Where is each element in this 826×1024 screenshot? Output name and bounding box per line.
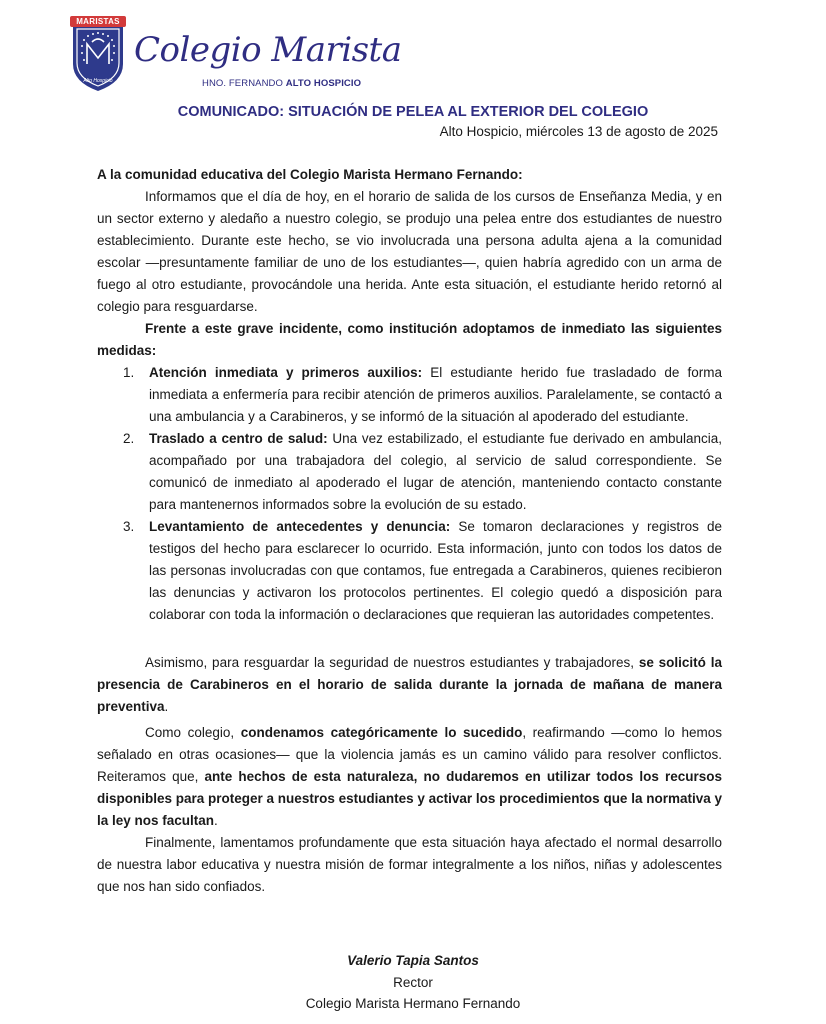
list-item-lead: Levantamiento de antecedentes y denuncia: [149, 519, 451, 534]
list-item-number: 3. [123, 519, 135, 534]
list-item [97, 362, 722, 428]
signatory-institution: Colegio Marista Hermano Fernando [305, 996, 521, 1011]
list-item-lead: Traslado a centro de salud: [149, 431, 328, 446]
list-item [97, 428, 722, 516]
signatory-role: Rector [393, 974, 433, 990]
crest-motto: Alto Hospicio [83, 78, 113, 84]
security-text-a: Asimismo, para resguardar la seguridad de nuestros estudiantes y trabajadores, [145, 655, 639, 670]
condemn-text-bold-2: ante hechos de esta naturaleza, no dudaremos en utilizar todos los recursos disponibles para proteger a nuestros estudiantes y activar los procedimientos que la normativa y la ley nos facultan [97, 769, 722, 828]
condemn-text-a: Como colegio, [145, 725, 241, 740]
crest-banner-text: MARISTAS [76, 17, 120, 26]
paragraph-security [97, 652, 722, 718]
brand-sub-bold: ALTO HOSPICIO [285, 78, 362, 89]
list-item-lead: Atención inmediata y primeros auxilios: [149, 365, 423, 380]
blank-line [97, 626, 722, 648]
document-body [97, 164, 722, 898]
brand-name: Colegio Marista [134, 30, 402, 70]
condemn-text-e: . [214, 813, 218, 828]
list-item-number: 2. [123, 431, 135, 446]
brand-subtitle [202, 78, 361, 89]
security-text-c: . [164, 699, 169, 714]
greeting: A la comunidad educativa del Colegio Marista Hermano Fernando: [97, 167, 523, 182]
paragraph-condemn [97, 722, 722, 832]
paragraph-final: Finalmente, lamentamos profundamente que esta situación haya afectado el normal desarrollo de nuestra labor educativa y nuestra misión de formar integralmente a los niños, niñas y adolescentes que nos han sido confiados. [97, 835, 722, 894]
list-item [97, 516, 722, 626]
condemn-text-bold: condenamos categóricamente lo sucedido [240, 725, 523, 740]
list-item-text: El estudiante herido fue trasladado de forma inmediata a enfermería para recibir atención de primeros auxilios. Paralelamente, se contactó a una ambulancia y a Carabineros, y se informó de la situación al apoderado del estudiante. [149, 365, 722, 424]
measures-intro: Frente a este grave incidente, como institución adoptamos de inmediato las siguientes medidas: [97, 321, 722, 358]
paragraph-incident: Informamos que el día de hoy, en el horario de salida de los cursos de Enseñanza Media, y en un sector externo y aledaño a nuestro colegio, se produjo una pelea entre dos estudiantes de nuestro establecimiento. Durante este hecho, se vio involucrada una persona adulta ajena a la comunidad escolar —presuntamente familiar de uno de los estudiantes—, quien habría agredido con un arma de fuego al otro estudiante, provocándole una herida. Ante esta situación, el estudiante herido retornó al colegio para resguardarse. [97, 189, 722, 314]
document-date: Alto Hospicio, miércoles 13 de agosto de 2025 [439, 124, 718, 139]
document-title: COMUNICADO: SITUACIÓN DE PELEA AL EXTERIOR DEL COLEGIO [177, 104, 649, 120]
list-item-number: 1. [123, 365, 135, 380]
condemn-text-c: , reafirmando —como lo hemos señalado en otras ocasiones— que la violencia jamás es un camino válido para resolver conflictos. Reiteramos que, [97, 725, 723, 784]
list-item-text: Una vez estabilizado, el estudiante fue derivado en ambulancia, acompañado por una trabajadora del colegio, al servicio de salud correspondiente. Se comunicó de inmediato al apoderado el lugar de atención, manteniendo contacto constante para mantenernos informados sobre la evolución de su estado. [149, 431, 722, 512]
signature-block [0, 950, 826, 1015]
brand-sub-prefix: HNO. FERNANDO [202, 78, 286, 89]
measures-list [97, 362, 722, 626]
signatory-name: Valerio Tapia Santos [347, 953, 479, 968]
security-text-bold: se solicitó la presencia de Carabineros en el horario de salida durante la jornada de mañana de manera preventiva [97, 655, 722, 714]
school-logo [70, 16, 402, 96]
crest-icon [70, 16, 126, 92]
list-item-text: Se tomaron declaraciones y registros de testigos del hecho para esclarecer lo ocurrido. Esta información, junto con todos los datos de las personas involucradas con que contamos, fue entregada a Carabineros, quienes recibieron las denuncias y activaron los protocolos pertinentes. El colegio quedó a disposición para colaborar con toda la información o declaraciones que requieran las autoridades competentes. [149, 519, 722, 622]
